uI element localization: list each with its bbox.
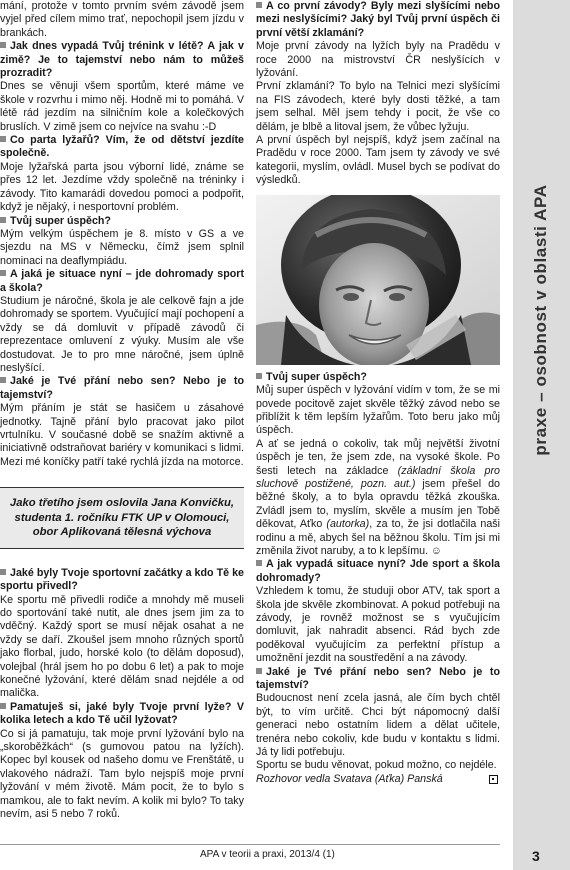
answer: Dnes se věnuji všem sportům, které máme ve škole v rozvrhu i mimo něj. Hodně mi to pomáhá. V létě rád jezdím na silničním kole a kolečkových bruslích. V zimě jsem co nejvíce na svahu :-D <box>0 80 244 133</box>
answer: Co si já pamatuju, tak moje první lyžování bylo na „skoroběžkách“ (s gumovou patou na lyžích). Kopec byl kousek od našeho domu ve Frenštátě, u vlakového nádraží. Tam bylo nejspíš moje první lyžování v mém životě. Mám pocit, že to bylo s mamkou, ale to fakt nevím. A kolik mi bylo? To taky nevím, asi 5 nebo 7 roků. <box>0 727 244 821</box>
answer: Ke sportu mě přivedli rodiče a mnohdy mě museli do sportování také nutit, ale dnes jsem jim za to vděčný. Každý sport se musí nějak osahat a ne vždy se daří. Zkoušel jsem mnoho různých sportů jako florbal, judo, horské kolo (to dělám doposud), volejbal (hrál jsem ho po dobu 6 let) a pak to moje konečné lyžování, které dělám snad nejdéle a od malička. <box>0 593 244 700</box>
answer: Mým velkým úspěchem je 8. místo v GS a ve sjezdu na MS v Německu, čímž jsem splnil nominaci na deaflympiádu. <box>0 227 244 267</box>
answer: A ať se jedná o cokoliv, tak můj největší životní úspěch je ten, že jsem zde, na vysoké škole. Po šesti letech na základce (základní škola pro sluchově postižené, pozn. aut.) jsem přešel do běžné školy, a to byla opravdu těžká zkouška. Zvládl jsem to, myslím, skvěle a musím jen Tobě děkovat, Aťko (autorka), za to, že jsi dotlačila naši rodinu a mě, abych šel na běžnou školu. Tím jsi mi změnila život naruby, a to k lepšímu. ☺ <box>256 437 500 557</box>
interview-intro-box: Jako třetího jsem oslovila Jana Konvičku, studenta 1. ročníku FTK UP v Olomouci, obor Aplikovaná tělesná výchova <box>0 487 244 549</box>
author-signature: Rozhovor vedla Svatava (Aťka) Panská <box>256 773 500 786</box>
left-column <box>0 0 244 821</box>
answer: Moje první závody na lyžích byly na Pradědu v roce 2000 na mistrovství ČR neslyšících v lyžování. <box>256 40 500 80</box>
bullet-square-icon <box>256 2 262 8</box>
section-label-main: praxe <box>531 407 550 456</box>
question: A jaká je situace nyní – jde dohromady sport a škola? <box>0 268 244 294</box>
right-column <box>256 0 500 786</box>
bullet-square-icon <box>256 668 262 674</box>
paragraph: mání, protože v tomto prvním svém závodě jsem vyjel před cílem mimo trať, nepochopil jsem jízdu v brankách. <box>0 0 244 39</box>
journal-citation: APA v teorii a praxi, 2013/4 (1) <box>200 849 335 860</box>
question: Co parta lyžařů? Vím, že od dětství jezdíte společně. <box>0 134 244 160</box>
answer: První zklamání? To bylo na Telnici mezi slyšícími na FIS závodech, které byly dosti těžké, a tam jsem selhal. Měl jsem tehdy i pocit, že vše co dělám, je blbě a litoval jsem, že vůbec lyžuju. <box>256 80 500 133</box>
answer: Studium je náročné, škola je ale celkově fajn a jde dohromady se sportem. Vyučující mají pochopení a vždy se dá domluvit v případě závodů či reprezentace omluvení z výuky. Musím ale vše dostudovat. Je to pro mne náročné, jsem úplně neslyšící. <box>0 294 244 374</box>
bullet-square-icon <box>0 569 6 575</box>
bullet-square-icon <box>0 270 6 276</box>
answer: Sportu se budu věnovat, pokud možno, co nejdéle. <box>256 759 497 772</box>
bullet-square-icon <box>0 42 6 48</box>
page-footer <box>0 844 500 863</box>
question: Jaké byly Tvoje sportovní začátky a kdo Tě ke sportu přivedl? <box>0 566 244 593</box>
answer: Moje lyžařská parta jsou výborní lidé, známe se přes 12 let. Jezdíme vždy společně na tréninky i závody. Tito kamarádi dovedou pomoci a podpořit, když je nějaký, i nesportovní problém. <box>0 160 244 214</box>
answer: A první úspěch byl nejspíš, když jsem začínal na Pradědu v roce 2000. Tam jsem ty závody ve své kategorii, myslím, ovládl. Musel bych se podívat do výsledků. <box>256 134 500 187</box>
question: A co první závody? Byly mezi slyšícími nebo mezi neslyšícími? Jaký byl Tvůj první úspěch či první větší zklamání? <box>256 0 500 39</box>
question: Jaké je Tvé přání nebo sen? Nebo je to tajemství? <box>256 665 500 692</box>
page-number: 3 <box>532 848 540 864</box>
answer: Můj super úspěch v lyžování vidím v tom, že se mi povede pocitově zajet skvěle těžký závod nebo se přiblížit k těm lepším lyžařům. Toto beru jako můj úspěch. <box>256 384 500 437</box>
answer: Mým přáním je stát se hasičem u zásahové jednotky. Tajně přání bylo pracovat jako pilot vrtulníku. V současné době se snažím aktivně a iniciativně odstraňovat bariéry v komunikaci s lidmi. Mezi mé koníčky patří také rychlá jízda na motorce. <box>0 402 244 468</box>
bullet-square-icon <box>256 373 262 379</box>
bullet-square-icon <box>0 377 6 383</box>
question: Jak dnes vypadá Tvůj trénink v létě? A jak v zimě? Je to tajemství nebo nám to můžeš prozradit? <box>0 40 244 80</box>
answer: Vzhledem k tomu, že studuji obor ATV, tak sport a škola jde skvěle zkombinovat. A pokud potřebuji na závody, je rovněž možnost se s vyučujícím domluvit, jak nahradit absenci. Rád bych zde poděkoval vyučujícím za perfektní přístup a umožnění jezdit na soustředění a na závody. <box>256 585 500 665</box>
question: Tvůj super úspěch? <box>0 215 244 228</box>
bullet-square-icon <box>0 703 6 709</box>
bullet-square-icon <box>256 560 262 566</box>
question: A jak vypadá situace nyní? Jde sport a škola dohromady? <box>256 558 500 584</box>
bullet-square-icon <box>0 217 6 223</box>
question: Jaké je Tvé přání nebo sen? Nebo je to tajemství? <box>0 375 244 401</box>
section-label-sub: osobnost v oblasti APA <box>531 184 550 387</box>
portrait-photo <box>256 195 500 365</box>
end-of-article-icon <box>489 775 498 784</box>
bullet-square-icon <box>0 136 6 142</box>
question: Tvůj super úspěch? <box>256 371 500 384</box>
answer: Budoucnost není zcela jasná, ale čím bych chtěl být, to vím určitě. Chci být nápomocný další generaci nebo ostatním lidem a dělat učitele, trenéra nebo cokoliv, kde budu v kontaktu s lidmi. Já ty lidi potřebuju. <box>256 692 500 759</box>
question: Pamatuješ si, jaké byly Tvoje první lyže? V kolika letech a kdo Tě učil lyžovat? <box>0 700 244 727</box>
